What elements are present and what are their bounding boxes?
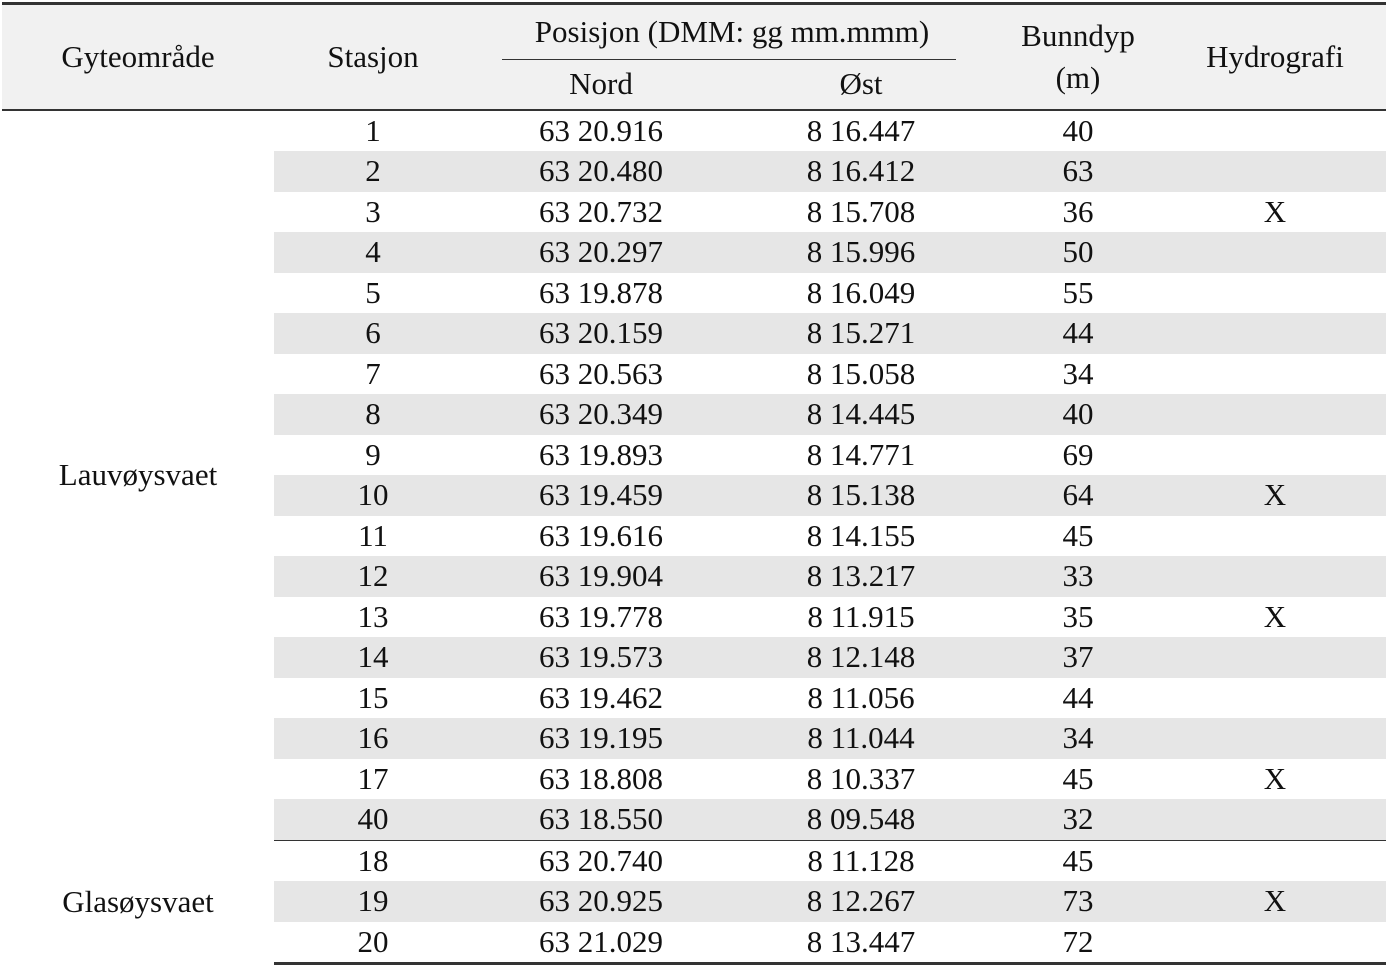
station-cell: 10 [274,475,472,516]
station-cell: 9 [365,436,381,472]
station-cell: 6 [274,313,472,354]
east-cell: 8 09.548 [730,799,992,840]
east-cell: 8 14.771 [806,436,916,472]
north-cell: 63 19.878 [539,274,663,310]
east-cell: 8 10.337 [806,760,916,796]
table-body [2,110,1386,964]
depth-cell: 34 [992,718,1164,759]
station-cell: 20 [274,922,472,964]
hydrography-cell [1164,110,1386,152]
station-cell: 2 [274,151,472,192]
station-table [2,2,1386,965]
east-cell: 8 15.138 [730,475,992,516]
station-cell: 13 [357,598,389,634]
depth-cell: 50 [992,232,1164,273]
north-cell: 63 20.740 [539,842,663,878]
depth-cell: 32 [992,799,1164,840]
hydrography-cell: X [1263,760,1287,796]
hydrography-cell [1164,637,1386,678]
header-depth-line2: (m) [1055,59,1101,95]
station-cell: 7 [365,355,381,391]
hydrography-cell [1164,840,1386,881]
north-cell: 63 20.563 [539,355,663,391]
north-cell: 63 20.480 [472,151,730,192]
depth-cell: 40 [992,394,1164,435]
north-cell: 63 20.297 [472,232,730,273]
station-cell: 11 [358,517,388,553]
station-cell: 12 [274,556,472,597]
north-cell: 63 18.808 [539,760,663,796]
north-cell: 63 20.732 [539,193,663,229]
north-cell: 63 19.616 [539,517,663,553]
east-cell: 8 11.915 [807,598,915,634]
east-cell: 8 12.148 [730,637,992,678]
depth-cell: 63 [992,151,1164,192]
depth-cell: 37 [992,637,1164,678]
station-cell: 17 [357,760,389,796]
header-position-rule [502,59,956,60]
hydrography-cell: X [1164,881,1386,922]
east-cell: 8 16.412 [730,151,992,192]
station-cell: 15 [357,679,389,715]
hydrography-cell [1164,435,1386,476]
hydrography-cell: X [1263,598,1287,634]
area-cell: Lauvøysvaet [2,110,274,841]
east-cell: 8 15.996 [730,232,992,273]
hydrography-cell [1164,313,1386,354]
hydrography-cell [1164,232,1386,273]
depth-cell: 73 [992,881,1164,922]
east-cell: 8 12.267 [730,881,992,922]
header-east: Øst [730,60,992,110]
header-depth-line1: Bunndyp [1021,17,1135,53]
north-cell: 63 20.159 [472,313,730,354]
depth-cell: 35 [1062,598,1094,634]
station-cell: 1 [365,112,381,148]
hydrography-cell [1164,799,1386,840]
station-cell: 40 [274,799,472,840]
header-hydrography: Hydrografi [1164,4,1386,110]
station-cell: 8 [274,394,472,435]
depth-cell: 33 [992,556,1164,597]
header-area: Gyteområde [2,4,274,110]
north-cell: 63 18.550 [472,799,730,840]
depth-cell: 45 [1062,842,1094,878]
north-cell: 63 20.349 [472,394,730,435]
header-depth [992,4,1164,110]
depth-cell: 45 [1062,760,1094,796]
table-row [2,840,1386,881]
depth-cell: 44 [992,313,1164,354]
east-cell: 8 11.056 [807,679,915,715]
north-cell: 63 19.459 [472,475,730,516]
north-cell: 63 19.778 [539,598,663,634]
station-cell: 18 [357,842,389,878]
table-row [2,110,1386,152]
east-cell: 8 15.708 [806,193,916,229]
header-station: Stasjon [274,4,472,110]
depth-cell: 44 [1062,679,1094,715]
header-position-group [472,4,992,60]
depth-cell: 72 [992,922,1164,964]
hydrography-cell [1164,922,1386,964]
depth-cell: 36 [1062,193,1094,229]
east-cell: 8 15.058 [806,355,916,391]
east-cell: 8 11.044 [730,718,992,759]
station-cell: 16 [274,718,472,759]
table-header [2,4,1386,110]
hydrography-cell [1164,273,1386,314]
hydrography-cell [1164,354,1386,395]
east-cell: 8 15.271 [730,313,992,354]
east-cell: 8 11.128 [807,842,915,878]
station-cell: 3 [365,193,381,229]
hydrography-cell: X [1164,475,1386,516]
depth-cell: 64 [992,475,1164,516]
hydrography-cell [1164,556,1386,597]
north-cell: 63 20.925 [472,881,730,922]
hydrography-cell [1164,151,1386,192]
north-cell: 63 19.893 [539,436,663,472]
north-cell: 63 21.029 [472,922,730,964]
area-cell: Glasøysvaet [2,840,274,964]
station-cell: 14 [274,637,472,678]
east-cell: 8 14.155 [806,517,916,553]
header-row-top [2,4,1386,60]
depth-cell: 69 [1062,436,1094,472]
east-cell: 8 13.447 [730,922,992,964]
hydrography-cell [1164,394,1386,435]
east-cell: 8 14.445 [730,394,992,435]
north-cell: 63 19.904 [472,556,730,597]
north-cell: 63 19.462 [539,679,663,715]
north-cell: 63 19.195 [472,718,730,759]
north-cell: 63 19.573 [472,637,730,678]
station-cell: 5 [365,274,381,310]
east-cell: 8 13.217 [730,556,992,597]
hydrography-cell: X [1263,193,1287,229]
hydrography-cell [1164,718,1386,759]
station-cell: 4 [274,232,472,273]
station-cell: 19 [274,881,472,922]
depth-cell: 45 [1062,517,1094,553]
east-cell: 8 16.049 [806,274,916,310]
depth-cell: 40 [1062,112,1094,148]
hydrography-cell [1164,516,1386,557]
depth-cell: 34 [1062,355,1094,391]
north-cell: 63 20.916 [539,112,663,148]
header-position-label: Posisjon (DMM: gg mm.mmm) [534,14,930,50]
east-cell: 8 16.447 [806,112,916,148]
hydrography-cell [1164,678,1386,719]
depth-cell: 55 [1062,274,1094,310]
header-north: Nord [472,60,730,110]
